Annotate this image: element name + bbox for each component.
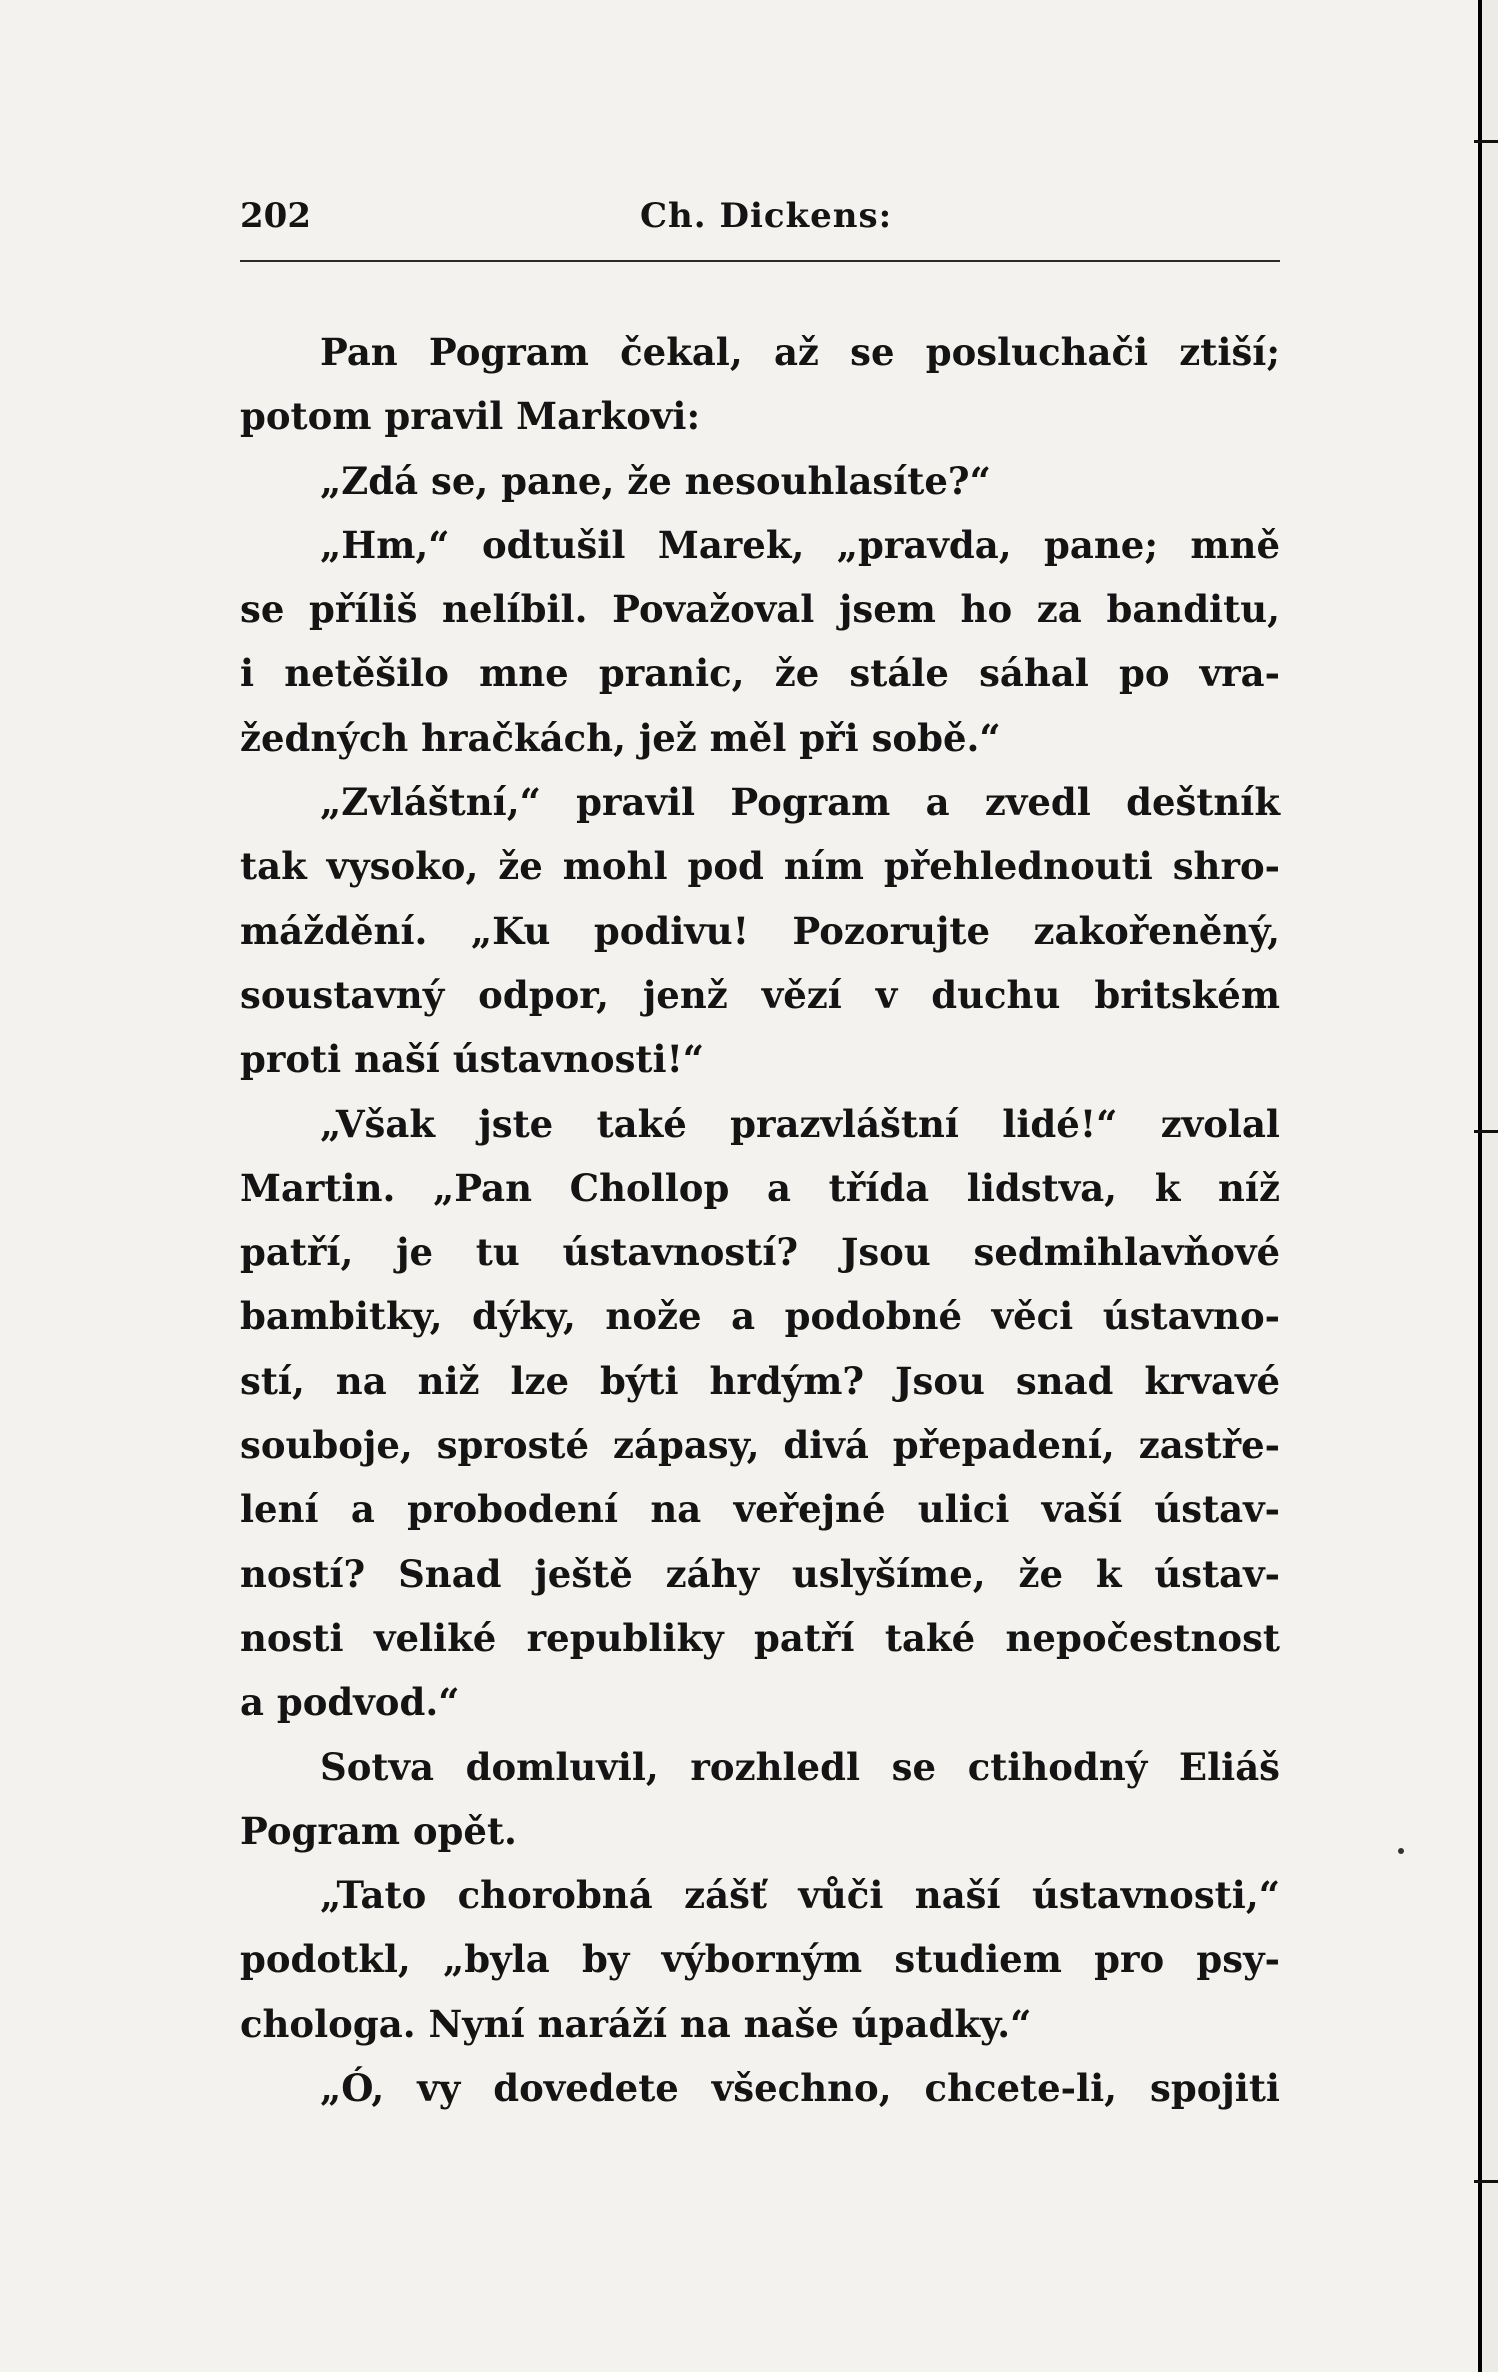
- text-line: se příliš nelíbil. Považoval jsem ho za banditu,: [240, 587, 1280, 632]
- text-line: a podvod.“: [240, 1680, 460, 1725]
- text-line: Pan Pogram čekal, až se posluchači ztiší;: [320, 330, 1280, 374]
- text-line: lení a probodení na veřejné ulici vaší ústav-: [240, 1487, 1280, 1532]
- text-line: „Tato chorobná zášť vůči naší ústavnosti,“: [320, 1873, 1280, 1918]
- text-line: potom pravil Markovi:: [240, 394, 701, 439]
- text-line: žedných hračkách, jež měl při sobě.“: [240, 715, 1001, 760]
- text-line: „Zvláštní,“ pravil Pogram a zvedl deštník: [320, 780, 1280, 825]
- header-rule: [240, 260, 1280, 262]
- page-header: [240, 196, 1280, 246]
- text-line: tak vysoko, že mohl pod ním přehlednouti shro-: [240, 844, 1280, 889]
- edge-tick: [1474, 1130, 1498, 1133]
- edge-tick: [1474, 140, 1498, 143]
- text-line: nosti veliké republiky patří také nepočestnost: [240, 1615, 1280, 1660]
- text-line: „Hm,“ odtušil Marek, „pravda, pane; mně: [320, 522, 1280, 567]
- text-line: proti naší ústavnosti!“: [240, 1037, 705, 1082]
- text-line: máždění. „Ku podivu! Pozorujte zakořeněný,: [240, 908, 1280, 953]
- body-text: [240, 320, 1280, 2120]
- text-line: i netěšilo mne pranic, že stále sáhal po vra-: [240, 651, 1280, 696]
- page-edge: [1478, 0, 1498, 2372]
- text-line: chologa. Nyní naráží na naše úpadky.“: [240, 2001, 1032, 2046]
- text-line: bambitky, dýky, nože a podobné věci ústavno-: [240, 1294, 1280, 1339]
- text-line: Sotva domluvil, rozhledl se ctihodný Eliáš: [320, 1744, 1280, 1789]
- page-number: 202: [240, 196, 311, 236]
- text-line: soustavný odpor, jenž vězí v duchu britském: [240, 972, 1280, 1017]
- scan-speck: [1398, 1848, 1404, 1854]
- text-line: stí, na niž lze býti hrdým? Jsou snad krvavé: [240, 1358, 1280, 1403]
- edge-tick: [1474, 2180, 1498, 2183]
- text-line: „Však jste také prazvláštní lidé!“ zvolal: [320, 1101, 1280, 1146]
- text-line: „Zdá se, pane, že nesouhlasíte?“: [320, 458, 991, 503]
- text-line: Pogram opět.: [240, 1808, 517, 1853]
- text-line: ností? Snad ještě záhy uslyšíme, že k ústav-: [240, 1551, 1280, 1596]
- text-line: podotkl, „byla by výborným studiem pro psy-: [240, 1937, 1280, 1982]
- text-line: „Ó, vy dovedete všechno, chcete-li, spojiti: [320, 2066, 1280, 2111]
- text-line: souboje, sprosté zápasy, divá přepadení, zastře-: [240, 1423, 1280, 1468]
- text-line: patří, je tu ústavností? Jsou sedmihlavňové: [240, 1230, 1280, 1275]
- text-line: Martin. „Pan Chollop a třída lidstva, k níž: [240, 1165, 1280, 1210]
- running-head: Ch. Dickens:: [640, 196, 893, 236]
